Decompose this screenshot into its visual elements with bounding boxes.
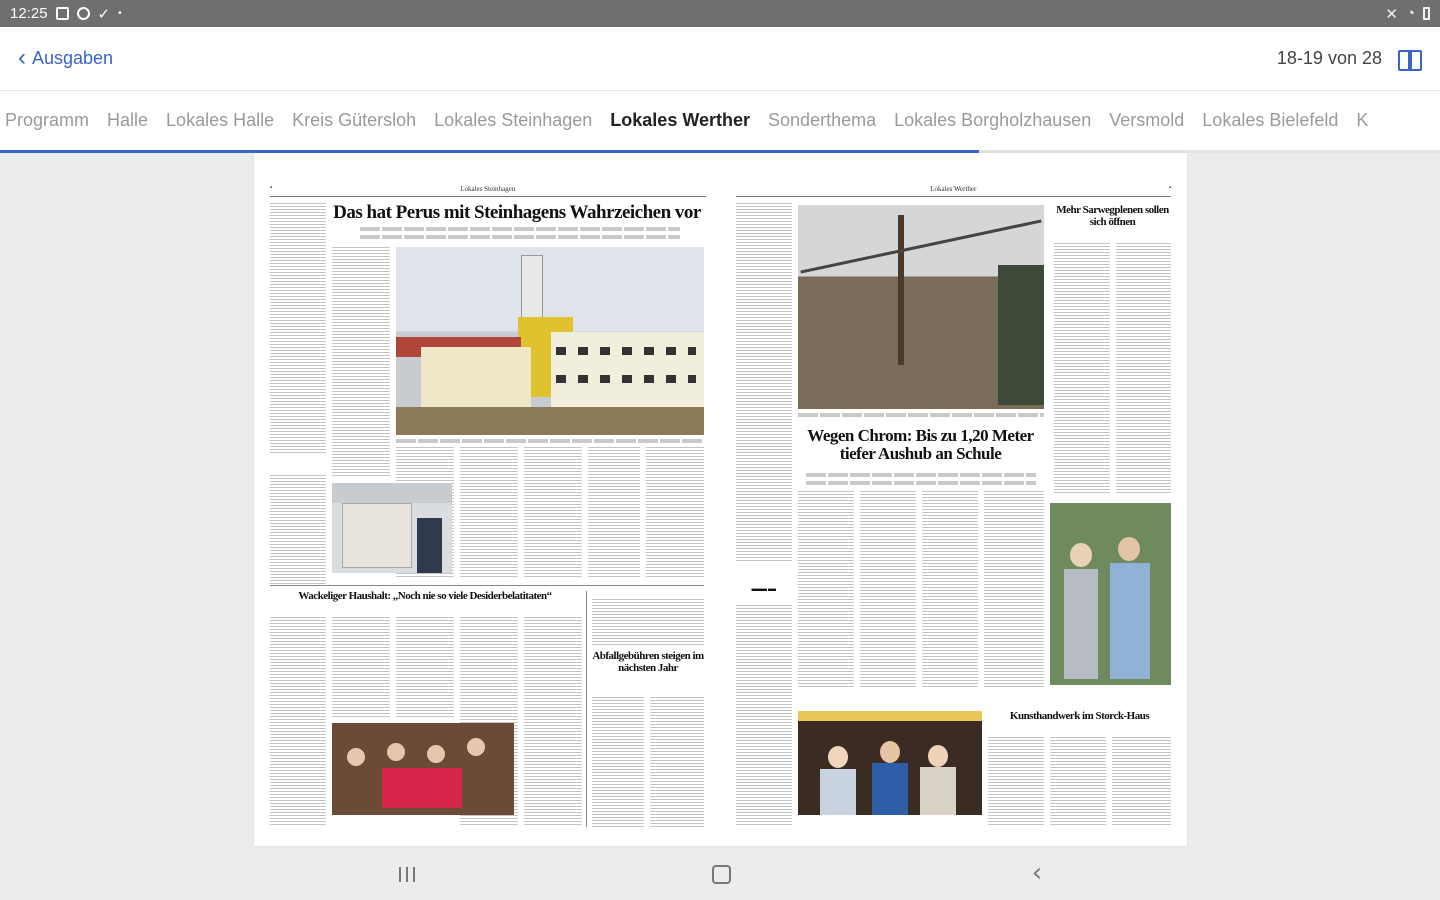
- tab-lokales-halle[interactable]: Lokales Halle: [166, 109, 275, 130]
- back-nav-button[interactable]: ‹: [1031, 858, 1043, 888]
- back-button[interactable]: [18, 43, 114, 71]
- chevron-left-icon: ‹: [18, 43, 26, 71]
- tab-lokales-steinhagen[interactable]: Lokales Steinhagen: [434, 109, 593, 130]
- article-column: [270, 617, 326, 827]
- tab-sonderthema[interactable]: Sonderthema: [768, 109, 877, 130]
- article-column: [922, 491, 978, 689]
- article-column: [650, 697, 704, 827]
- article-column: [736, 605, 792, 827]
- article-column: [588, 447, 640, 577]
- status-bar: [0, 0, 1440, 27]
- article-column: [646, 447, 704, 577]
- article-column: [592, 599, 704, 645]
- battery-icon: [1423, 7, 1430, 20]
- headline-main-right: Wegen Chrom: Bis zu 1,20 Meter tiefer Aushub an Schule: [807, 426, 1034, 463]
- page-count: 18-19 von 28: [1276, 48, 1382, 68]
- gallery-icon: [56, 7, 69, 20]
- subheadline-2: [360, 235, 680, 239]
- article-column: [860, 491, 916, 689]
- page-left-section: Lokales Steinhagen: [460, 185, 516, 193]
- page-left-header: [270, 185, 706, 197]
- check-icon: ✓: [97, 5, 111, 23]
- tab-programm[interactable]: Programm: [5, 109, 90, 130]
- tab-k[interactable]: K: [1356, 109, 1369, 130]
- article-column: [524, 447, 582, 577]
- article-column: [798, 491, 854, 689]
- page-left[interactable]: [270, 185, 706, 828]
- photo-tree: [798, 205, 1044, 409]
- mute-icon: ✕: [1385, 5, 1398, 23]
- headline-side-left: Abfallgebühren steigen im nächsten Jahr: [592, 650, 704, 674]
- headline-main-left: Das hat Perus mit Steinhagens Wahrzeichen vor: [333, 202, 701, 223]
- section-tabs: [0, 91, 1440, 153]
- subheadline: [360, 227, 680, 231]
- recent-apps-icon: [399, 867, 401, 882]
- dot-icon: •: [118, 8, 122, 19]
- article-column: [332, 247, 390, 477]
- home-button[interactable]: [706, 862, 736, 886]
- photo-group: [332, 723, 514, 815]
- page-right-number: ▪: [1168, 185, 1171, 191]
- tab-track: [0, 91, 1377, 149]
- sidebar-text-2: [270, 475, 326, 585]
- photo-house: [332, 483, 452, 573]
- app-header: [0, 27, 1440, 91]
- subheadline: [806, 473, 1036, 477]
- tab-halle[interactable]: Halle: [107, 109, 149, 130]
- article-column: [1112, 737, 1172, 827]
- page-right-section: Lokales Werther: [930, 185, 977, 193]
- photo-caption: [396, 439, 704, 443]
- article-column: [1116, 243, 1172, 493]
- photo-building: [396, 247, 704, 435]
- back-label: Ausgaben: [32, 48, 114, 68]
- photo-couple: [1050, 503, 1172, 685]
- article-column: [332, 617, 390, 717]
- tab-versmold[interactable]: Versmold: [1109, 109, 1185, 130]
- tab-lokales-bielefeld[interactable]: Lokales Bielefeld: [1202, 109, 1339, 130]
- article-column: [460, 447, 518, 577]
- photo-portrait-group: [798, 711, 982, 815]
- article-column: [984, 491, 1044, 689]
- page-left-number: ▪: [270, 185, 273, 191]
- article-column: [1050, 737, 1106, 827]
- page-right[interactable]: [736, 185, 1172, 828]
- system-nav-bar: [0, 848, 1440, 900]
- article-column: [1054, 243, 1110, 493]
- tab-lokales-borgholzhausen[interactable]: Lokales Borgholzhausen: [894, 109, 1092, 130]
- headline-bottom-right: Kunsthandwerk im Storck-Haus: [1009, 710, 1150, 722]
- headline-bottom-left: Wackeliger Haushalt: „Noch nie so viele Desiderbelatitaten“: [298, 590, 552, 602]
- subheadline-2: [806, 481, 1036, 485]
- headline-side-right: Mehr Sarwegplenen sollen sich öffnen: [1056, 204, 1169, 228]
- open-book-icon[interactable]: [1398, 49, 1422, 69]
- divider: [270, 585, 704, 586]
- sidebar-text: [270, 203, 326, 453]
- divider: [586, 591, 587, 827]
- tab-lokales-werther[interactable]: Lokales Werther: [610, 109, 751, 130]
- page-right-header: [736, 185, 1172, 197]
- small-headline: ▬▬ ▬: [751, 584, 776, 593]
- newspaper-spread[interactable]: [254, 153, 1187, 846]
- article-column: [988, 737, 1044, 827]
- clock: 12:25: [10, 5, 48, 22]
- recent-apps-button[interactable]: [392, 862, 422, 886]
- wifi-icon: ◔: [1405, 5, 1415, 22]
- article-column: [592, 697, 644, 827]
- article-column: [396, 617, 454, 717]
- article-column: [524, 617, 582, 827]
- sidebar-text: [736, 203, 792, 563]
- sync-icon: [77, 7, 90, 20]
- photo-caption: [798, 413, 1044, 417]
- tab-kreis-gütersloh[interactable]: Kreis Gütersloh: [292, 109, 417, 130]
